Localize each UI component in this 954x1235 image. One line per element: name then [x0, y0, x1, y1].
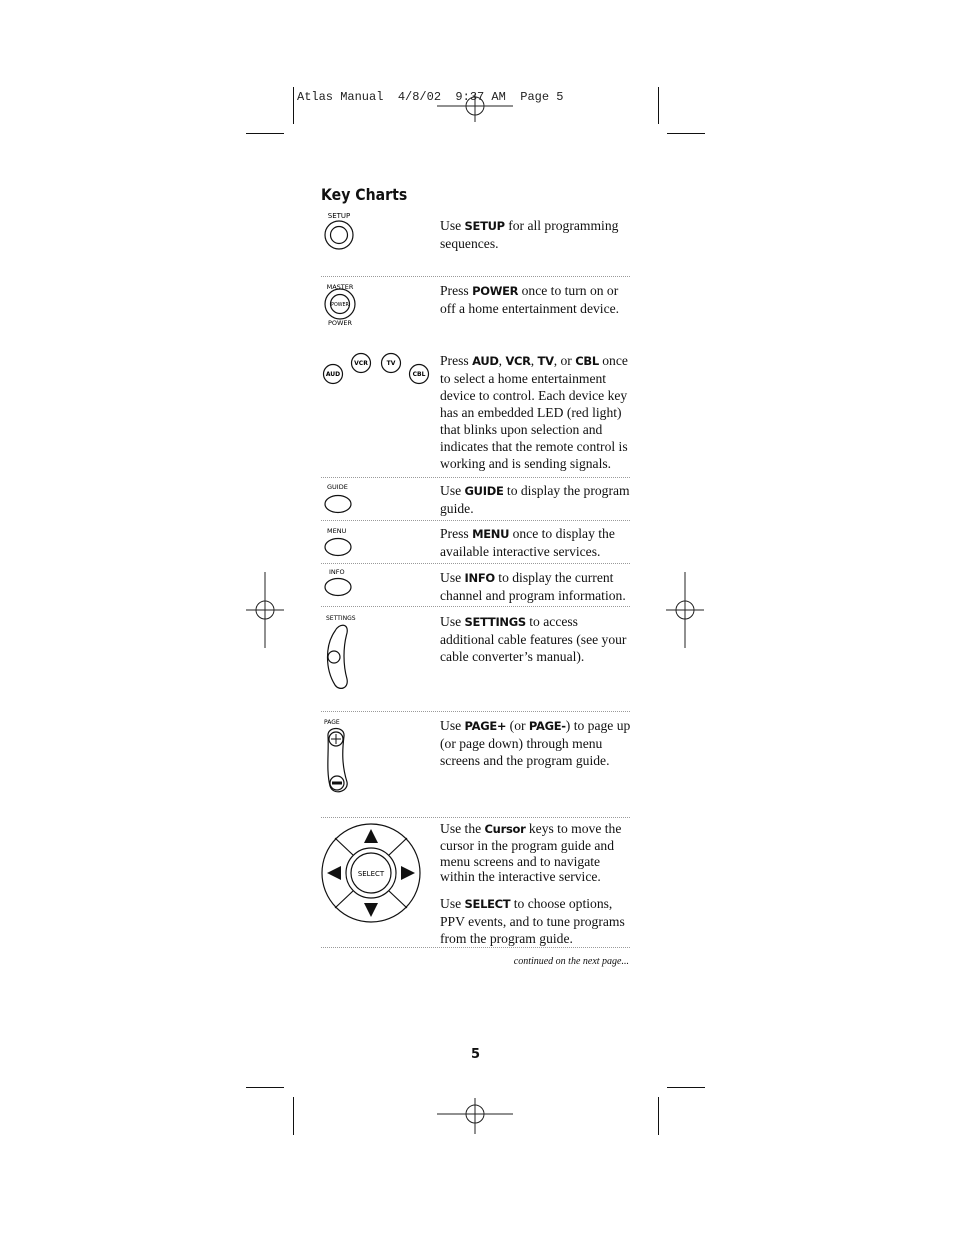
- settings-key-icon: [321, 611, 361, 693]
- row-divider: [321, 606, 630, 607]
- page-number: 5: [471, 1047, 481, 1062]
- page-description: Use PAGE+ (or PAGE-) to page up (or page down) through menu screens and the program guide.: [440, 718, 631, 768]
- info-icon-label: INFO: [329, 568, 345, 576]
- continued-note: continued on the next page...: [513, 956, 629, 967]
- menu-description: Press MENU once to display the available interactive services.: [440, 526, 615, 559]
- device-keys-description: Press AUD, VCR, TV, or CBL once to select a home entertainment device to control. Each device key has an embedded LED (red light) that blinks upon selection and indicates that the remote control is working and is sending signals.: [440, 353, 628, 471]
- settings-icon-label: SETTINGS: [326, 615, 356, 622]
- info-key-icon: [322, 566, 356, 602]
- tv-key-label: TV: [386, 360, 396, 367]
- info-description: Use INFO to display the current channel and program information.: [440, 570, 626, 603]
- cursor-up-icon[interactable]: [364, 829, 378, 843]
- power-description: Press POWER once to turn on or off a home entertainment device.: [440, 283, 620, 316]
- setup-icon-label: SETUP: [327, 212, 351, 220]
- setup-description: Use SETUP for all programming sequences.: [440, 218, 619, 251]
- page-title: Key Charts: [321, 185, 408, 204]
- page-key-icon: [321, 716, 361, 798]
- guide-description: Use GUIDE to display the program guide.: [440, 483, 630, 516]
- select-description: Use SELECT to choose options, PPV events, and to tune programs from the program guide.: [440, 896, 625, 947]
- row-divider: [321, 817, 630, 818]
- guide-key-icon: [322, 481, 356, 517]
- cbl-key-label: CBL: [412, 371, 426, 378]
- setup-key-icon: [320, 208, 360, 254]
- page-icon-label: PAGE: [324, 719, 340, 726]
- row-divider: [321, 276, 630, 277]
- power-icon-inner-label: POWER: [331, 303, 349, 308]
- row-divider: [321, 477, 630, 478]
- power-icon-label: POWER: [327, 319, 353, 327]
- cursor-description: Use the Cursor keys to move the cursor in the program guide and menu screens and to navigate within the interactive service. Use SELECT to choose options, PPV events, and to tune programs from the program guide.: [440, 821, 632, 947]
- print-slug: Atlas Manual 4/8/02 9:37 AM Page 5: [297, 90, 564, 104]
- cursor-pad-icon: [321, 822, 421, 924]
- row-divider: [321, 563, 630, 564]
- row-divider: [321, 520, 630, 521]
- vcr-key-label: VCR: [354, 360, 368, 367]
- guide-icon-label: GUIDE: [327, 483, 348, 491]
- aud-key-label: AUD: [325, 371, 341, 378]
- settings-description: Use SETTINGS to access additional cable features (see your cable converter’s manual).: [440, 614, 627, 664]
- device-keys-icon: [318, 350, 434, 390]
- master-icon-label: MASTER: [326, 283, 354, 291]
- cursor-left-icon[interactable]: [327, 866, 341, 880]
- select-key-label: SELECT: [357, 870, 385, 878]
- cursor-right-icon[interactable]: [401, 866, 415, 880]
- menu-icon-label: MENU: [327, 527, 347, 535]
- power-key-icon: [318, 280, 362, 328]
- cursor-down-icon[interactable]: [364, 903, 378, 917]
- row-divider: [321, 711, 630, 712]
- menu-key-icon: [322, 525, 356, 561]
